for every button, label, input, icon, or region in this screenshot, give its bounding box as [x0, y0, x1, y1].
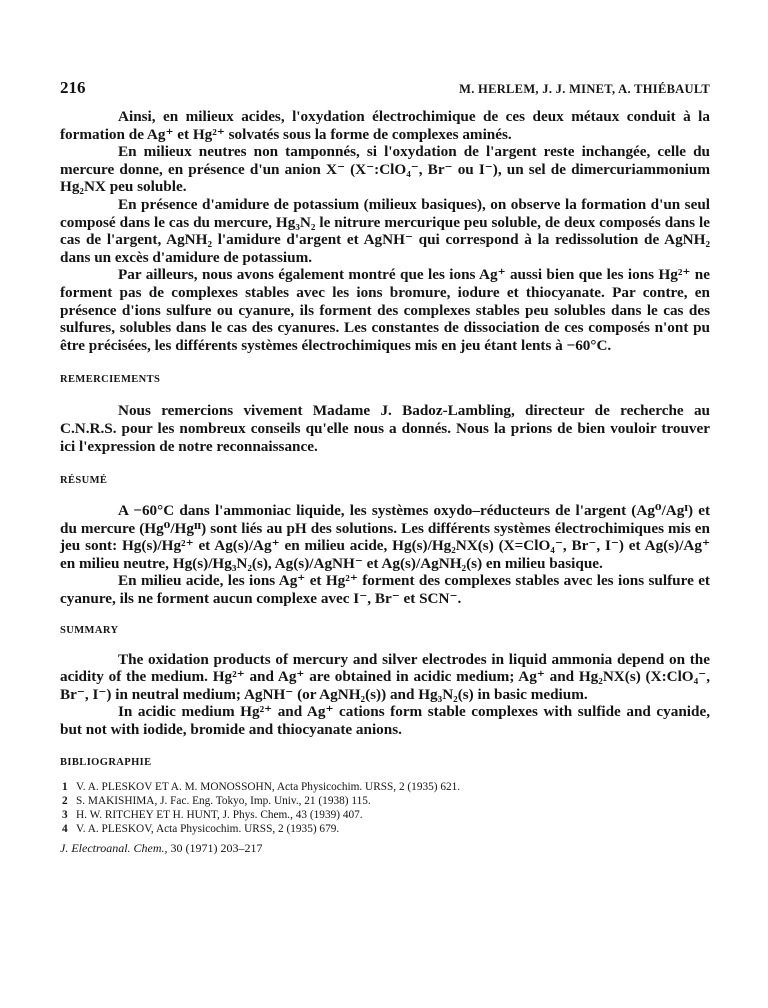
body-paragraph-1: Ainsi, en milieux acides, l'oxydation électrochimique de ces deux métaux conduit à la formation de Ag⁺ et Hg²⁺ solvatés sous la forme de complexes aminés.	[60, 108, 710, 143]
resume-heading: RÉSUMÉ	[60, 475, 108, 487]
running-header	[60, 78, 710, 100]
journal-citation: 30 (1971) 203–217	[170, 840, 263, 855]
summary-heading: SUMMARY	[60, 624, 119, 636]
acknowledgements-text: Nous remercions vivement Madame J. Badoz-Lambling, directeur de recherche au C.N.R.S. pour les nombreux conseils qu'elle nous a donnés. Nous la prions de bien vouloir trouver ici l'expression de notre reconnaissance.	[60, 402, 710, 455]
reference-list	[60, 780, 710, 836]
body-paragraph-4: Par ailleurs, nous avons également montré que les ions Ag⁺ aussi bien que les ions Hg²⁺ ne forment pas de complexes stables avec les ions bromure, iodure et thiocyanate. Par contre, en présence d'ions sulfure ou cyanure, ils forment des complexes stables peu solubles dans le cas des sulfures, solubles dans le cas des cyanures. Les constantes de dissociation de ces composés n'ont pu être précisées, les différents systèmes électrochimiques mis en jeu étant lents à −60°C.	[60, 266, 710, 354]
reference-number: 1	[62, 780, 68, 793]
reference-number: 2	[62, 794, 68, 807]
body-paragraph-2: En milieux neutres non tamponnés, si l'oxydation de l'argent reste inchangée, celle du mercure donne, en présence d'un anion X⁻ (X⁻:ClO₄⁻, Br⁻ ou I⁻), un sel de dimercuriammonium Hg₂NX peu soluble.	[60, 143, 710, 196]
reference-item	[62, 780, 710, 794]
bibliography-heading: BIBLIOGRAPHIE	[60, 756, 152, 768]
page	[60, 78, 710, 856]
resume-paragraph-2: En milieu acide, les ions Ag⁺ et Hg²⁺ forment des complexes stables avec les ions sulfure et cyanure, ils ne forment aucun complexe avec I⁻, Br⁻ et SCN⁻.	[60, 572, 710, 608]
running-head-authors: M. HERLEM, J. J. MINET, A. THIÉBAULT	[459, 82, 710, 96]
reference-text: S. MAKISHIMA, J. Fac. Eng. Tokyo, Imp. Univ., 21 (1938) 115.	[76, 794, 371, 807]
resume-paragraph-1: A −60°C dans l'ammoniac liquide, les systèmes oxydo–réducteurs de l'argent (Ag⁰/Agᴵ) et du mercure (Hg⁰/Hgᴵᴵ) sont liés au pH des solutions. Les différents systèmes électrochimiques mis en jeu sont: Hg(s)/Hg²⁺ et Ag(s)/Ag⁺ en milieu acide, Hg(s)/Hg₂NX(s) (X=ClO₄⁻, Br⁻, I⁻) et Ag(s)/Ag⁺ en milieu neutre, Hg(s)/Hg₃N₂(s), Ag(s)/AgNH⁻ et Ag(s)/AgNH₂(s) en milieu basique.	[60, 502, 710, 572]
resume-section	[60, 475, 710, 608]
acknowledgements-section	[60, 374, 710, 455]
journal-footer	[60, 841, 710, 856]
reference-number: 4	[62, 822, 68, 835]
reference-text: H. W. RITCHEY ET H. HUNT, J. Phys. Chem., 43 (1939) 407.	[76, 808, 363, 821]
journal-name: J. Electroanal. Chem.,	[60, 840, 168, 855]
reference-text: V. A. PLESKOV, Acta Physicochim. URSS, 2 (1935) 679.	[76, 822, 340, 835]
summary-section	[60, 625, 710, 739]
conclusion-section	[60, 108, 710, 354]
reference-item	[62, 794, 710, 808]
summary-paragraph-2: In acidic medium Hg²⁺ and Ag⁺ cations form stable complexes with sulfide and cyanide, but not with iodide, bromide and thiocyanate anions.	[60, 703, 710, 739]
page-number: 216	[60, 78, 86, 97]
summary-paragraph-1: The oxidation products of mercury and silver electrodes in liquid ammonia depend on the acidity of the medium. Hg²⁺ and Ag⁺ are obtained in acidic medium; Ag⁺ and Hg₂NX(s) (X:ClO₄⁻, Br⁻, I⁻) in neutral medium; AgNH⁻ (or AgNH₂(s)) and Hg₃N₂(s) in basic medium.	[60, 650, 710, 703]
acknowledgements-heading: REMERCIEMENTS	[60, 374, 161, 386]
reference-text: V. A. PLESKOV ET A. M. MONOSSOHN, Acta Physicochim. URSS, 2 (1935) 621.	[76, 780, 461, 793]
reference-number: 3	[62, 808, 68, 821]
body-paragraph-3: En présence d'amidure de potassium (milieux basiques), on observe la formation d'un seul composé dans le cas du mercure, Hg₃N₂ le nitrure mercurique peu soluble, de deux composés dans le cas de l'argent, AgNH₂ l'amidure d'argent et AgNH⁻ qui correspond à la redissolution de AgNH₂ dans un excès d'amidure de potassium.	[60, 195, 710, 266]
reference-item	[62, 808, 710, 822]
reference-item	[62, 822, 710, 836]
bibliography-section	[60, 757, 710, 836]
